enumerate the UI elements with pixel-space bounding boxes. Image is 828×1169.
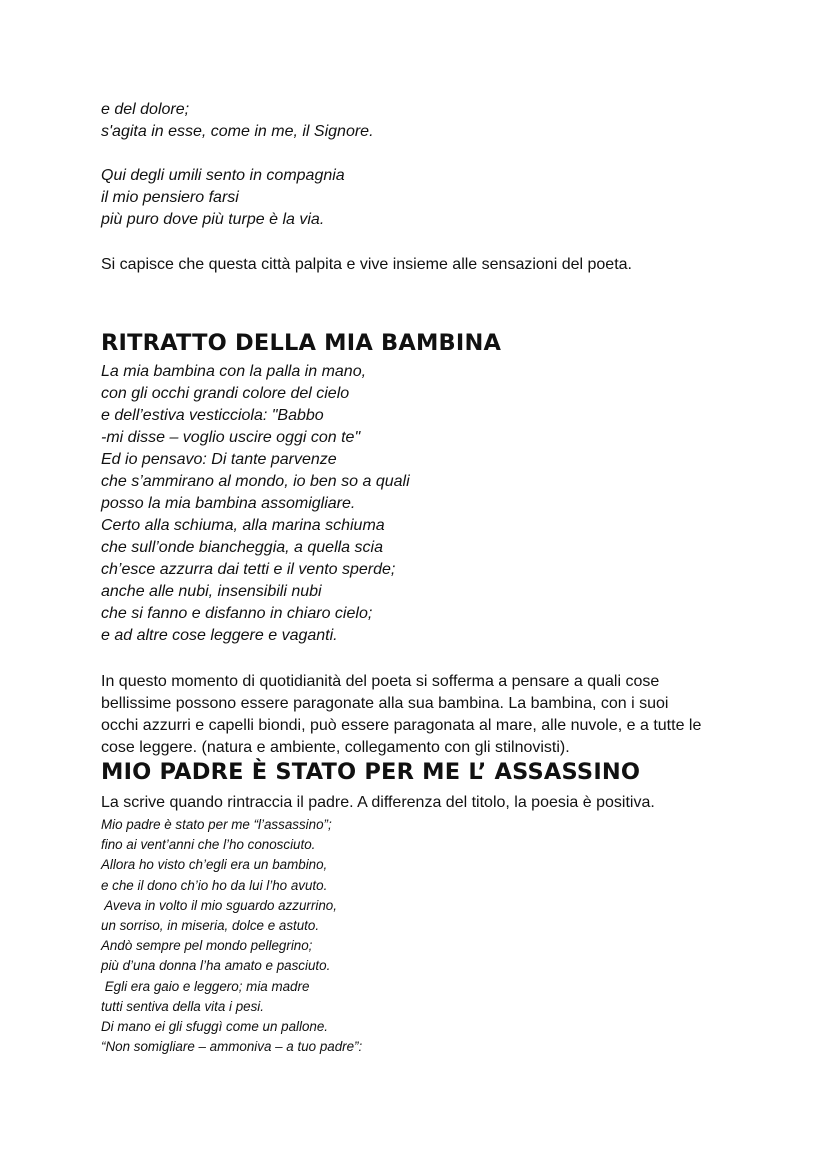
comment-line: In questo momento di quotidianità del poeta si sofferma a pensare a quali cose [101,673,660,690]
section-title-ritratto: RITRATTO DELLA MIA BAMBINA [101,330,502,356]
comment-line: cose leggere. (natura e ambiente, collegamento con gli stilnovisti). [101,739,570,756]
poem-line: -mi disse – voglio uscire oggi con te" [101,429,361,446]
poem-line: anche alle nubi, insensibili nubi [101,583,322,600]
poem-line: il mio pensiero farsi [101,189,239,206]
poem-line: s'agita in esse, come in me, il Signore. [101,123,374,140]
poem-line: tutti sentiva della vita i pesi. [101,998,265,1014]
poem-line: Qui degli umili sento in compagnia [101,167,345,184]
poem-line: Di mano ei gli sfuggì come un pallone. [101,1019,329,1035]
poem-line: che sull’onde biancheggia, a quella scia [101,539,383,556]
comment-line: Si capisce che questa città palpita e vive insieme alle sensazioni del poeta. [101,256,632,273]
comment-line: bellissime possono essere paragonate alla sua bambina. La bambina, con i suoi [101,695,669,712]
poem-line: un sorriso, in miseria, dolce e astuto. [101,918,320,934]
poem-line: Mio padre è stato per me “l’assassino”; [101,817,332,832]
poem-end-stanza-2 [101,165,345,231]
poem-line: Allora ho visto ch’egli era un bambino, [101,857,328,873]
poem-end-stanza-1 [101,99,374,143]
poem-line: e dell’estiva vesticciola: "Babbo [101,407,324,424]
poem-line: La mia bambina con la palla in mano, [101,363,367,380]
poem-line: fino ai vent’anni che l’ho conosciuto. [101,837,316,853]
intro-paragraph-3 [101,792,655,814]
poem-ritratto [101,361,410,647]
poem-line: che si fanno e disfanno in chiaro cielo; [101,605,373,622]
comment-paragraph-1 [101,254,632,276]
poem-line: Ed io pensavo: Di tante parvenze [101,451,337,468]
section-title-mio-padre: MIO PADRE È STATO PER ME L’ ASSASSINO [101,759,641,785]
poem-line: con gli occhi grandi colore del cielo [101,385,350,402]
poem-line: Certo alla schiuma, alla marina schiuma [101,517,385,534]
poem-line: ch’esce azzurra dai tetti e il vento sperde; [101,561,396,578]
poem-line: che s’ammirano al mondo, io ben so a quali [101,473,410,490]
poem-line: più puro dove più turpe è la via. [101,211,325,228]
poem-line: posso la mia bambina assomigliare. [101,495,356,512]
poem-line: Aveva in volto il mio sguardo azzurrino, [101,897,337,913]
poem-line: e del dolore; [101,101,190,118]
poem-line: “Non somigliare – ammoniva – a tuo padre”: [101,1039,363,1055]
poem-line: Egli era gaio e leggero; mia madre [101,978,310,994]
comment-line: La scrive quando rintraccia il padre. A differenza del titolo, la poesia è positiva. [101,794,655,811]
poem-line: e ad altre cose leggere e vaganti. [101,627,338,644]
comment-line: occhi azzurri e capelli biondi, può essere paragonata al mare, alle nuvole, e a tutte le [101,717,702,734]
poem-line: Andò sempre pel mondo pellegrino; [101,938,313,954]
poem-line: e che il dono ch’io ho da lui l’ho avuto. [101,877,328,893]
poem-line: più d’una donna l’ha amato e pasciuto. [101,958,331,974]
poem-mio-padre [101,815,362,1057]
comment-paragraph-2 [101,671,701,759]
